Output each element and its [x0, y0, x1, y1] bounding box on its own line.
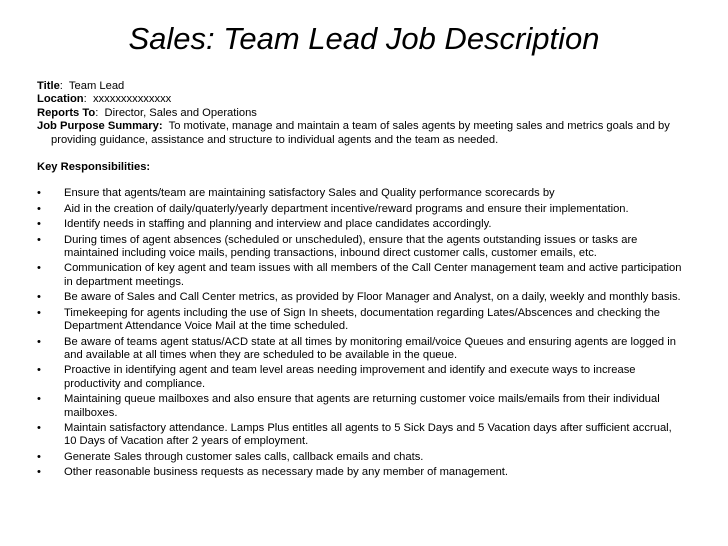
- responsibilities-heading: Key Responsibilities:: [37, 161, 151, 174]
- bullet-icon: •: [37, 218, 41, 231]
- field-title: [37, 80, 687, 93]
- list-item-text: Generate Sales through customer sales calls, callback emails and chats.: [64, 450, 424, 463]
- list-item-text: During times of agent absences (scheduled or unscheduled), ensure that the agents outstanding issues or tasks are maintained including voice mails, pending transactions, inbound direct customer calls, customer emails, etc.: [64, 233, 638, 260]
- list-item-text: Maintaining queue mailboxes and also ensure that agents are returning customer voice mails/emails from their individual mailboxes.: [64, 393, 660, 419]
- field-location: [37, 93, 687, 106]
- list-item: [37, 187, 687, 200]
- bullet-icon: •: [37, 450, 41, 463]
- bullet-icon: •: [37, 202, 41, 215]
- list-item-text: Proactive in identifying agent and team level areas needing improvement and identify and execute ways to increase productivity and compliance.: [64, 364, 636, 390]
- list-item: [37, 203, 687, 216]
- list-item: [37, 451, 687, 464]
- list-item-text: Other reasonable business requests as necessary made by any member of management.: [64, 466, 509, 479]
- purpose-text: To motivate, manage and maintain a team of sales agents by meeting sales and metrics goals and by providing guidance, assistance and structure to individual agents and the team as needed.: [51, 120, 670, 146]
- list-item: [37, 364, 687, 391]
- list-item-text: Ensure that agents/team are maintaining satisfactory Sales and Quality performance scorecards by: [64, 187, 555, 200]
- bullet-icon: •: [37, 466, 41, 479]
- bullet-icon: •: [37, 421, 41, 434]
- job-description-body: [37, 80, 687, 482]
- list-item: [37, 291, 687, 304]
- list-item: [37, 234, 687, 261]
- list-item: [37, 262, 687, 289]
- list-item: [37, 218, 687, 231]
- list-item: [37, 307, 687, 334]
- field-value: xxxxxxxxxxxxxx: [92, 93, 172, 106]
- field-separator: :: [95, 106, 99, 119]
- field-separator: :: [59, 80, 63, 92]
- list-item-text: Be aware of Sales and Call Center metrics, as provided by Floor Manager and Analyst, on a daily, weekly and monthly basis.: [64, 291, 681, 304]
- field-reports-to: [37, 107, 687, 120]
- job-purpose-summary: [37, 120, 687, 147]
- bullet-icon: •: [37, 262, 41, 275]
- list-item: [37, 466, 687, 479]
- bullet-icon: •: [37, 393, 41, 406]
- bullet-icon: •: [37, 187, 41, 200]
- field-label: Reports To: [37, 106, 96, 119]
- bullet-icon: •: [37, 335, 41, 348]
- bullet-icon: •: [37, 233, 41, 246]
- field-label: Title: [37, 80, 60, 92]
- list-item: [37, 393, 687, 420]
- purpose-label: Job Purpose Summary:: [37, 120, 163, 133]
- list-item-text: Be aware of teams agent status/ACD state at all times by monitoring email/voice Queues and ensuring agents are logged in and available at all times when they are scheduled to be available in the queue.: [64, 335, 676, 361]
- list-item-text: Timekeeping for agents including the use of Sign In sheets, documentation regarding Lates/Abscences and checking the Department Attendance Voice Mail at the time scheduled.: [64, 306, 661, 333]
- field-separator: :: [83, 93, 87, 106]
- list-item: [37, 336, 687, 363]
- field-label: Location: [37, 93, 84, 106]
- field-value: Director, Sales and Operations: [104, 106, 257, 119]
- list-item-text: Aid in the creation of daily/quaterly/yearly department incentive/reward programs and ensure their implementation.: [64, 202, 629, 215]
- responsibilities-list: [37, 187, 687, 479]
- list-item-text: Communication of key agent and team issues with all members of the Call Center management team and active participation in department meetings.: [64, 262, 682, 288]
- list-item-text: Identify needs in staffing and planning and interview and place candidates accordingly.: [64, 218, 492, 231]
- bullet-icon: •: [37, 306, 41, 319]
- bullet-icon: •: [37, 364, 41, 377]
- field-value: Team Lead: [68, 80, 125, 92]
- list-item-text: Maintain satisfactory attendance. Lamps Plus entitles all agents to 5 Sick Days and 5 Vacation days after sufficient accrual, 10 Days of Vacation after 2 years of employment.: [64, 421, 672, 448]
- page-title: Sales: Team Lead Job Description: [128, 21, 600, 56]
- list-item: [37, 422, 687, 449]
- bullet-icon: •: [37, 291, 41, 304]
